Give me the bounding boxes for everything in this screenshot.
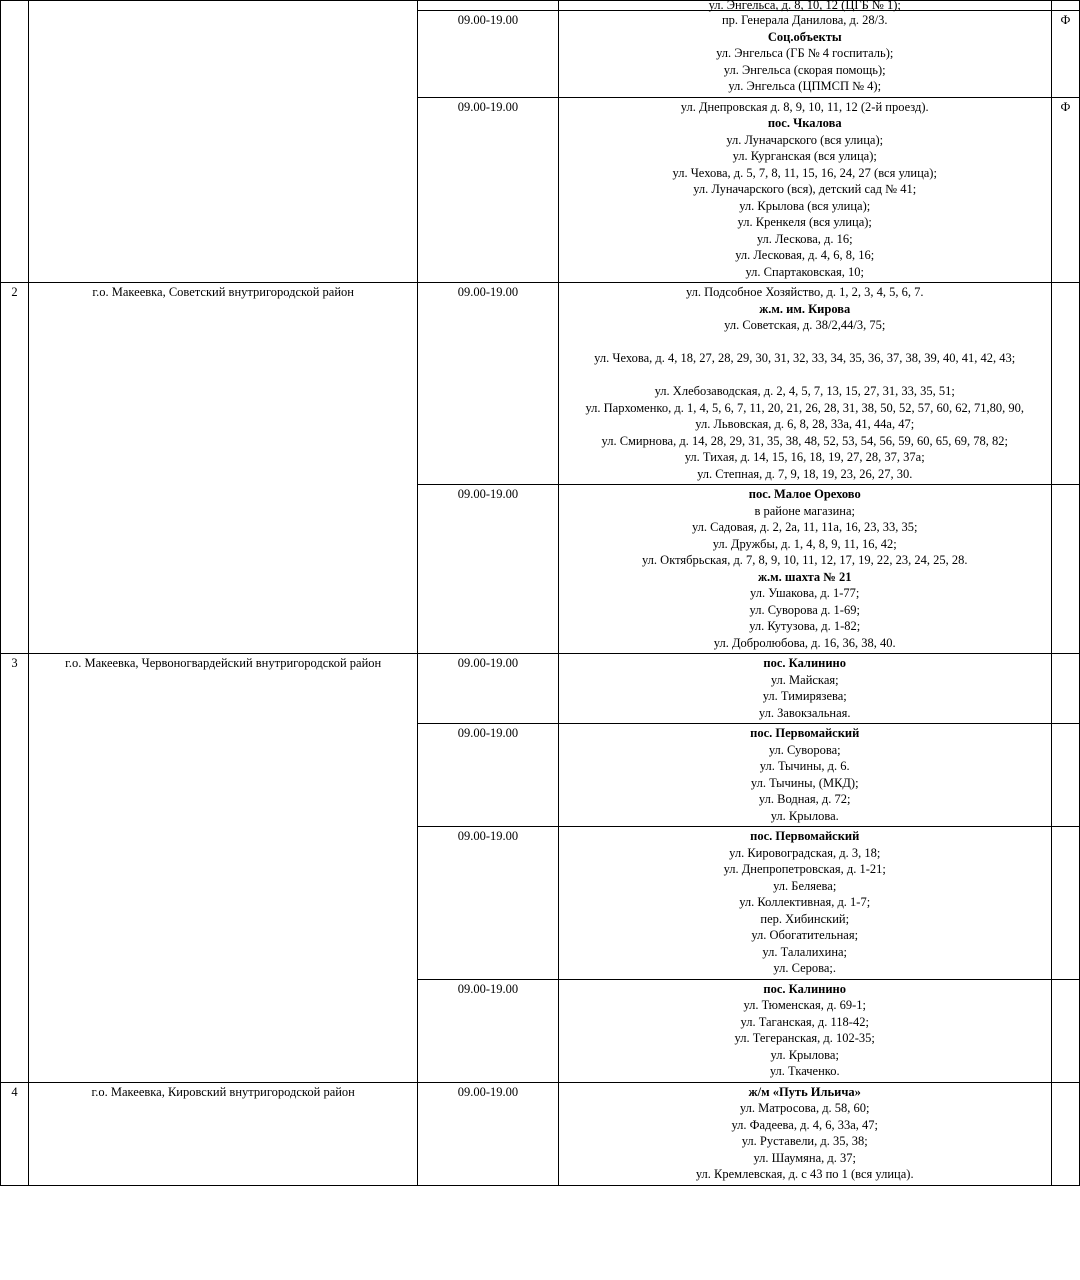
row-area: г.о. Макеевка, Кировский внутригородской район [29,1082,418,1185]
table-row [1,654,1080,724]
feeder-column: Ф [1051,11,1079,98]
address-line: ул. Суворова д. 1-69; [749,602,860,617]
table-body [1,1,1080,1186]
address-line-clipped: ул. Энгельса, д. 8, 10, 12 (ЦГБ № 1); [708,0,901,12]
address-line: ул. Октябрьская, д. 7, 8, 9, 10, 11, 12, 17, 19, 22, 23, 24, 25, 28. [641,553,968,567]
address-line: ул. Степная, д. 7, 9, 18, 19, 23, 26, 27, 30. [697,466,913,481]
address-group-heading: пос. Первомайский [750,726,860,740]
address-line: ул. Дружбы, д. 1, 4, 8, 9, 11, 16, 42; [712,536,897,551]
feeder-column: Ф [1051,97,1079,283]
row-area [29,1,418,283]
outage-time: 09.00-19.00 [418,283,558,485]
address-line: ул. Водная, д. 72; [758,792,851,806]
address-line: в районе магазина; [754,503,855,518]
address-list [558,283,1051,485]
feeder-column [1051,1082,1079,1185]
address-list [558,97,1051,283]
address-list [558,654,1051,724]
address-line: ул. Таганская, д. 118-42; [740,1014,869,1029]
row-area: г.о. Макеевка, Червоногвардейский внутригородской район [29,654,418,1083]
address-line: ул. Тихая, д. 14, 15, 16, 18, 19, 27, 28, 37, 37а; [684,450,925,464]
address-line: ул. Руставели, д. 35, 38; [741,1134,868,1148]
address-line: ул. Луначарского (вся), детский сад № 41; [693,182,917,196]
outage-time: 09.00-19.00 [418,827,558,980]
address-line: ул. Крылова. [770,808,839,823]
address-line: ул. Майская; [770,672,839,687]
address-line: ул. Крылова; [770,1047,839,1062]
address-line: ул. Кремлевская, д. с 43 по 1 (вся улица). [695,1167,914,1181]
feeder-column [1051,485,1079,654]
outage-time: 09.00-19.00 [418,1082,558,1185]
address-line: ул. Крылова (вся улица); [739,198,871,213]
address-line: ул. Тычины, д. 6. [759,759,850,773]
address-group-heading: пос. Чкалова [767,116,842,130]
address-line: пер. Хибинский; [760,911,850,926]
row-number [1,1,29,283]
outage-time: 09.00-19.00 [418,97,558,283]
address-line: ул. Энгельса (ЦПМСП № 4); [728,79,882,93]
address-line: ул. Советская, д. 38/2,44/3, 75; [724,318,886,332]
address-line: ул. Тимирязева; [762,689,847,703]
outage-time: 09.00-19.00 [418,979,558,1082]
address-line: ул. Курганская (вся улица); [732,149,877,163]
feeder-column [1051,283,1079,485]
feeder-column [1051,827,1079,980]
address-line: ул. Завокзальная. [758,705,851,720]
address-group-heading: ж/м «Путь Ильича» [748,1084,861,1099]
address-line: ул. Ткаченко. [769,1064,840,1078]
feeder-column [1051,724,1079,827]
address-line: ул. Спартаковская, 10; [745,264,864,279]
address-list [558,827,1051,980]
table-row [1,283,1080,485]
address-line: ул. Смирнова, д. 14, 28, 29, 31, 35, 38, 48, 52, 53, 54, 56, 59, 60, 65, 69, 78, 82; [601,433,1008,448]
address-line: ул. Хлебозаводская, д. 2, 4, 5, 7, 13, 15, 27, 31, 33, 35, 51; [654,384,955,398]
address-line: ул. Лескова, д. 16; [756,231,853,246]
address-group-heading: пос. Первомайский [750,829,860,843]
outage-time: 09.00-19.00 [418,724,558,827]
table-row [1,1,1080,11]
address-line: ул. Кренкеля (вся улица); [737,215,872,229]
address-line: ул. Кутузова, д. 1-82; [749,619,861,633]
address-line [562,367,1048,384]
address-line: ул. Львовская, д. 6, 8, 28, 33а, 41, 44а, 47; [695,417,915,431]
address-line: ул. Коллективная, д. 1-7; [739,895,871,909]
address-line: ул. Чехова, д. 4, 18, 27, 28, 29, 30, 31, 32, 33, 34, 35, 36, 37, 38, 39, 40, 41, 42, 43; [594,351,1016,365]
address-line: ул. Серова;. [773,961,837,975]
outage-time: 09.00-19.00 [418,654,558,724]
address-line: ул. Подсобное Хозяйство, д. 1, 2, 3, 4, 5, 6, 7. [685,285,924,299]
row-number: 3 [1,654,29,1083]
address-line: ул. Тегеранская, д. 102-35; [734,1031,875,1045]
feeder-column [1051,1,1079,11]
address-group-heading: пос. Калинино [763,981,847,996]
address-line: ул. Талалихина; [762,944,848,959]
table-row [1,1082,1080,1185]
address-line: ул. Энгельса (ГБ № 4 госпиталь); [716,46,894,60]
address-line: ул. Матросова, д. 58, 60; [739,1101,870,1115]
address-line: ул. Пархоменко, д. 1, 4, 5, 6, 7, 11, 20, 21, 26, 28, 31, 38, 50, 52, 57, 60, 62, 71,80, 90, [585,400,1024,415]
address-line: ул. Ушакова, д. 1-77; [750,586,860,600]
address-list [558,1082,1051,1185]
address-line: ул. Обогатительная; [751,928,859,942]
outage-time [418,1,558,11]
address-line: ул. Днепропетровская, д. 1-21; [723,862,886,876]
row-number: 4 [1,1082,29,1185]
address-group-heading: пос. Малое Орехово [748,487,861,501]
address-line: ул. Добролюбова, д. 16, 36, 38, 40. [713,635,896,650]
address-group-heading: пос. Калинино [763,656,847,670]
row-number: 2 [1,283,29,654]
address-list [558,1,1051,11]
address-group-heading: ж.м. шахта № 21 [757,569,852,584]
address-line: ул. Лесковая, д. 4, 6, 8, 16; [735,248,875,262]
address-list [558,485,1051,654]
feeder-column [1051,979,1079,1082]
address-line: ул. Шаумяна, д. 37; [753,1150,856,1165]
address-line: ул. Садовая, д. 2, 2а, 11, 11а, 16, 23, 33, 35; [691,520,918,534]
address-group-heading: ж.м. им. Кирова [759,301,851,316]
address-line: ул. Луначарского (вся улица); [726,132,884,147]
address-list [558,979,1051,1082]
address-list [558,11,1051,98]
address-line: ул. Беляева; [773,878,837,893]
outage-time: 09.00-19.00 [418,11,558,98]
address-line: ул. Фадеева, д. 4, 6, 33а, 47; [731,1117,878,1132]
address-line: ул. Чехова, д. 5, 7, 8, 11, 15, 16, 24, 27 (вся улица); [672,165,937,180]
outage-time: 09.00-19.00 [418,485,558,654]
address-list [558,724,1051,827]
address-group-heading: Соц.объекты [767,29,842,44]
address-line: ул. Энгельса (скорая помощь); [723,62,886,77]
address-line: ул. Днепровская д. 8, 9, 10, 11, 12 (2-й проезд). [680,99,929,114]
feeder-column [1051,654,1079,724]
address-line: ул. Тычины, (МКД); [750,775,859,790]
address-line [562,334,1048,351]
address-line: пр. Генерала Данилова, д. 28/3. [721,13,888,27]
address-line: ул. Кировоградская, д. 3, 18; [729,845,881,860]
address-line: ул. Тюменская, д. 69-1; [743,998,866,1012]
address-line: ул. Суворова; [768,742,841,757]
row-area: г.о. Макеевка, Советский внутригородской район [29,283,418,654]
